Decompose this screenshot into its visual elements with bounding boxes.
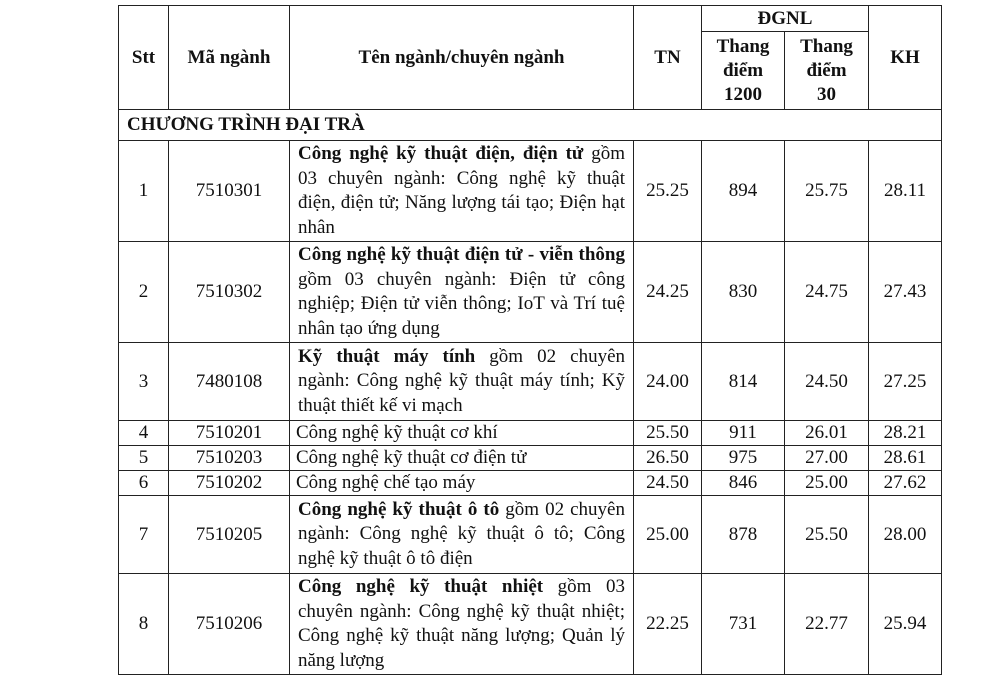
cell-stt: 6 bbox=[119, 471, 169, 496]
cell-code: 7510206 bbox=[169, 574, 290, 675]
cell-name bbox=[290, 242, 634, 343]
cell-dgnl-1200: 975 bbox=[702, 446, 785, 471]
cell-name-bold: Công nghệ kỹ thuật ô tô bbox=[298, 498, 500, 520]
cell-name-rest: Công nghệ kỹ thuật cơ khí bbox=[296, 422, 498, 443]
header-thang-30 bbox=[785, 32, 869, 110]
cell-stt: 4 bbox=[119, 421, 169, 446]
cell-name-rest: Công nghệ kỹ thuật cơ điện tử bbox=[296, 447, 527, 468]
table-row bbox=[119, 574, 942, 675]
cell-dgnl-1200: 814 bbox=[702, 343, 785, 421]
table-row bbox=[119, 471, 942, 496]
cell-code: 7510301 bbox=[169, 141, 290, 242]
cell-dgnl-30: 26.01 bbox=[785, 421, 869, 446]
cell-kh: 28.00 bbox=[869, 496, 942, 574]
cell-stt: 3 bbox=[119, 343, 169, 421]
cell-name-bold: Công nghệ kỹ thuật điện, điện tử bbox=[298, 143, 584, 164]
cell-dgnl-30: 24.50 bbox=[785, 343, 869, 421]
cell-code: 7510205 bbox=[169, 496, 290, 574]
cell-dgnl-1200: 878 bbox=[702, 496, 785, 574]
cell-dgnl-1200: 911 bbox=[702, 421, 785, 446]
header-tn: TN bbox=[634, 6, 702, 110]
table-row bbox=[119, 421, 942, 446]
cell-name bbox=[290, 141, 634, 242]
cell-name bbox=[290, 446, 634, 471]
cell-name-rest: gồm 03 chuyên ngành: Công nghệ kỹ thuật nhiệt; Công nghệ kỹ thuật năng lượng; Quản lý năng lượng bbox=[298, 576, 625, 671]
header-ten-nganh: Tên ngành/chuyên ngành bbox=[290, 6, 634, 110]
cell-stt: 8 bbox=[119, 574, 169, 675]
cell-stt: 2 bbox=[119, 242, 169, 343]
cell-dgnl-30: 22.77 bbox=[785, 574, 869, 675]
cell-dgnl-1200: 846 bbox=[702, 471, 785, 496]
cell-tn: 22.25 bbox=[634, 574, 702, 675]
cell-tn: 25.00 bbox=[634, 496, 702, 574]
header-thang-30-line1: Thang bbox=[800, 35, 853, 57]
cell-tn: 24.25 bbox=[634, 242, 702, 343]
cell-name-rest: gồm 02 chuyên ngành: Công nghệ kỹ thuật máy tính; Kỹ thuật thiết kế vi mạch bbox=[298, 345, 625, 416]
cell-dgnl-30: 24.75 bbox=[785, 242, 869, 343]
header-thang-1200-line3: 1200 bbox=[724, 83, 762, 105]
cell-code: 7480108 bbox=[169, 343, 290, 421]
cell-dgnl-30: 25.00 bbox=[785, 471, 869, 496]
cell-tn: 24.00 bbox=[634, 343, 702, 421]
cell-kh: 28.11 bbox=[869, 141, 942, 242]
cell-name bbox=[290, 496, 634, 574]
cell-tn: 25.25 bbox=[634, 141, 702, 242]
cell-name bbox=[290, 471, 634, 496]
cell-dgnl-1200: 731 bbox=[702, 574, 785, 675]
cell-code: 7510203 bbox=[169, 446, 290, 471]
cell-dgnl-30: 27.00 bbox=[785, 446, 869, 471]
cell-name-rest: gồm 03 chuyên ngành: Điện tử công nghiệp; Điện tử viễn thông; IoT và Trí tuệ nhân tạo ứng dụng bbox=[298, 268, 625, 339]
table-row bbox=[119, 343, 942, 421]
cell-stt: 7 bbox=[119, 496, 169, 574]
header-thang-30-line3: 30 bbox=[817, 83, 836, 105]
header-ma-nganh: Mã ngành bbox=[169, 6, 290, 110]
cell-kh: 27.43 bbox=[869, 242, 942, 343]
header-thang-1200 bbox=[702, 32, 785, 110]
cell-dgnl-1200: 894 bbox=[702, 141, 785, 242]
table-row bbox=[119, 242, 942, 343]
cell-name bbox=[290, 574, 634, 675]
cell-name bbox=[290, 343, 634, 421]
cell-dgnl-1200: 830 bbox=[702, 242, 785, 343]
cell-kh: 27.25 bbox=[869, 343, 942, 421]
table-row bbox=[119, 141, 942, 242]
cell-tn: 26.50 bbox=[634, 446, 702, 471]
header-thang-1200-line2: điểm bbox=[722, 59, 764, 81]
header-thang-1200-line1: Thang bbox=[716, 35, 770, 57]
header-thang-30-line2: điểm bbox=[806, 59, 847, 81]
cell-dgnl-30: 25.75 bbox=[785, 141, 869, 242]
cell-name bbox=[290, 421, 634, 446]
cell-kh: 27.62 bbox=[869, 471, 942, 496]
section-row bbox=[119, 110, 942, 141]
cell-stt: 1 bbox=[119, 141, 169, 242]
header-stt: Stt bbox=[119, 6, 169, 110]
header-kh: KH bbox=[869, 6, 942, 110]
cell-code: 7510202 bbox=[169, 471, 290, 496]
cell-name-rest: gồm 03 chuyên ngành: Công nghệ kỹ thuật điện, điện tử; Năng lượng tái tạo; Điện hạt nhân bbox=[298, 143, 625, 238]
cell-stt: 5 bbox=[119, 446, 169, 471]
cell-code: 7510201 bbox=[169, 421, 290, 446]
table-row bbox=[119, 496, 942, 574]
admission-score-table bbox=[118, 5, 942, 675]
table-row bbox=[119, 446, 942, 471]
cell-code: 7510302 bbox=[169, 242, 290, 343]
cell-name-bold: Công nghệ kỹ thuật điện tử - viễn thông bbox=[298, 244, 625, 265]
cell-name-bold: Kỹ thuật máy tính bbox=[298, 345, 476, 367]
cell-tn: 25.50 bbox=[634, 421, 702, 446]
section-title: CHƯƠNG TRÌNH ĐẠI TRÀ bbox=[119, 110, 942, 141]
cell-tn: 24.50 bbox=[634, 471, 702, 496]
cell-dgnl-30: 25.50 bbox=[785, 496, 869, 574]
cell-name-rest: Công nghệ chế tạo máy bbox=[296, 472, 476, 493]
cell-kh: 28.21 bbox=[869, 421, 942, 446]
cell-kh: 25.94 bbox=[869, 574, 942, 675]
header-row-top bbox=[119, 6, 942, 32]
cell-name-bold: Công nghệ kỹ thuật nhiệt bbox=[298, 576, 544, 597]
header-dgnl: ĐGNL bbox=[702, 6, 869, 32]
cell-kh: 28.61 bbox=[869, 446, 942, 471]
cell-name-rest: gồm 02 chuyên ngành: Công nghệ kỹ thuật ô tô; Công nghệ kỹ thuật ô tô điện bbox=[298, 498, 625, 569]
